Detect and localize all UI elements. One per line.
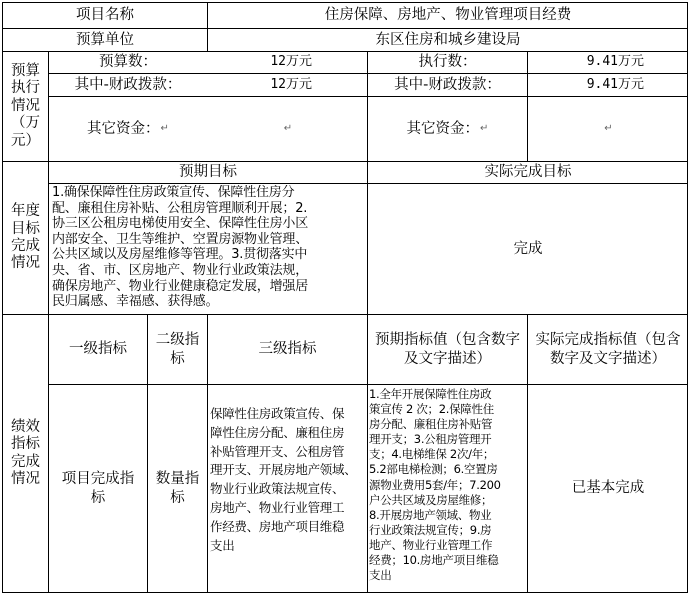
expected-goal-line: 公共区域以及房屋维修等管理。3.贯彻落实中 (52, 247, 308, 263)
level2-cell-line: 标 (170, 489, 185, 506)
project-name-label: 项目名称 (76, 7, 134, 24)
exec-amount-value: 9.41万元 (586, 54, 644, 70)
level2-header-line: 二级指 (155, 332, 200, 349)
actual-value-header-line: 实际完成指标值（包含 (535, 332, 681, 349)
expected-goal-line: 1.确保保障性住房政策宣传、保障性住房分 (52, 185, 295, 200)
level1-cell-line: 项目完成指 (61, 471, 135, 488)
budget-unit-value: 东区住房和城乡建设局 (375, 31, 521, 48)
fiscal-budget-value: 12万元 (270, 76, 312, 92)
level3-header: 三级指标 (258, 341, 317, 358)
budget-unit-label: 预算单位 (76, 31, 134, 48)
other-funds-label (49, 97, 207, 161)
return-mark-icon: ↵ (160, 122, 169, 134)
budget-side-line: （万 (11, 115, 40, 132)
budget-side-line: 元） (11, 132, 40, 149)
expected-value-line: 经费；10.房地产项目维稳 (369, 553, 499, 568)
other-funds-label-text: 其它资金： (406, 120, 480, 137)
expected-value-line: 行业政策法规宣传；9.房 (369, 522, 492, 537)
return-mark-icon: ↵ (480, 122, 489, 134)
budget-amount-label: 预算数： (99, 54, 157, 71)
level1-cell-line: 标 (90, 489, 106, 506)
expected-value-header-line: 及文字描述） (404, 350, 491, 367)
exec-amount-label: 执行数： (418, 54, 477, 71)
level3-cell-line: 物业行业政策法规宣传、 (210, 481, 345, 497)
expected-value-line: 5.2部电梯检测；6.空置房 (369, 462, 498, 477)
expected-value-header-line: 预期指标值（包含数字 (375, 332, 520, 349)
expected-value-line: 地产、物业行业管理工作 (369, 537, 493, 552)
expected-value-line: 策宣传 2 次；2.保障性住 (369, 402, 494, 417)
other-funds-exec-label (368, 97, 527, 161)
performance-side-label (3, 315, 48, 592)
level3-cell-line: 保障性住房政策宣传、保 (210, 406, 345, 421)
annual-side-line: 年度 (11, 203, 40, 220)
actual-value-header-line: 数字及文字描述） (550, 350, 666, 367)
expected-value-line: 支；4.电梯维保 2次/年； (369, 447, 495, 462)
expected-goal-line: 确保房地产、物业行业健康稳定发展，增强居 (52, 278, 309, 294)
level2-cell-line: 数量指 (155, 471, 200, 488)
actual-value-cell: 已基本完成 (571, 480, 645, 497)
expected-goal-header: 预期目标 (179, 164, 237, 181)
expected-goal-line: 协三区公租房电梯使用安全、保障性住房小区 (52, 216, 309, 232)
expected-goal-line: 内部安全、卫生等维护、空置房源物业管理、 (52, 231, 309, 247)
performance-side-line: 指标 (11, 436, 40, 453)
expected-value-cell (369, 387, 526, 591)
level2-header (148, 315, 207, 384)
budget-side-line: 执行 (11, 80, 40, 97)
expected-value-header (368, 315, 527, 384)
level1-cell (49, 385, 147, 592)
other-funds-budget-value (208, 97, 367, 161)
level3-cell (210, 405, 366, 575)
expected-value-line: 8.开展房地产领域、物业 (369, 507, 492, 522)
budget-amount-value: 12万元 (270, 54, 312, 70)
other-funds-exec-value (528, 97, 688, 161)
fiscal-exec-label: 其中-财政拨款： (394, 76, 501, 93)
fiscal-exec-value: 9.41万元 (586, 76, 644, 92)
performance-side-line: 完成 (11, 453, 40, 470)
budget-side-label (3, 52, 48, 161)
level3-cell-line: 障性住房分配、廉租住房 (210, 424, 345, 440)
return-mark-icon: ↵ (283, 122, 293, 134)
performance-side-line: 情况 (11, 470, 40, 487)
level3-cell-line: 支出 (210, 537, 235, 553)
actual-goal-text: 完成 (513, 240, 543, 257)
return-mark-icon: ↵ (604, 122, 613, 134)
actual-value-header (528, 315, 688, 384)
expected-value-line: 支出 (369, 568, 392, 583)
level3-cell-line: 理开支、开展房地产领域、 (210, 462, 357, 478)
level2-cell (148, 385, 207, 592)
expected-goal-text (52, 185, 366, 313)
level3-cell-line: 补贴管理开支、公租房管 (210, 443, 345, 459)
expected-goal-line: 民归属感、幸福感、获得感。 (52, 294, 219, 310)
budget-side-line: 情况 (11, 97, 40, 114)
annual-side-label (3, 162, 48, 314)
fiscal-label: 其中-财政拨款： (74, 76, 182, 93)
annual-side-line: 目标 (11, 220, 40, 237)
project-name-value: 住房保障、房地产、物业管理项目经费 (324, 7, 572, 24)
expected-goal-line: 配、廉租住房补贴、公租房管理顺利开展；2. (52, 200, 308, 216)
level3-cell-line: 作经费、房地产项目维稳 (210, 518, 345, 534)
expected-value-line: 源物业费用5套/年；7.200 (369, 477, 501, 492)
level1-header: 一级指标 (69, 341, 127, 358)
actual-goal-header: 实际完成目标 (484, 164, 572, 181)
expected-value-line: 1.全年开展保障性住房政 (369, 387, 492, 401)
expected-goal-line: 央、省、市、区房地产、物业行业政策法规， (52, 262, 309, 278)
expected-value-line: 理开支；3.公租房管理开 (369, 432, 492, 447)
expected-value-line: 房分配、廉租住房补贴管 (369, 417, 493, 432)
performance-side-line: 绩效 (11, 418, 40, 435)
annual-side-line: 情况 (11, 255, 40, 272)
expected-value-line: 户公共区域及房屋维修； (369, 492, 493, 507)
other-funds-label-text: 其它资金： (87, 120, 160, 137)
annual-side-line: 完成 (11, 238, 40, 254)
level3-cell-line: 房地产、物业行业管理工 (210, 499, 345, 515)
budget-side-line: 预算 (11, 63, 40, 80)
level2-header-line: 标 (170, 350, 185, 367)
